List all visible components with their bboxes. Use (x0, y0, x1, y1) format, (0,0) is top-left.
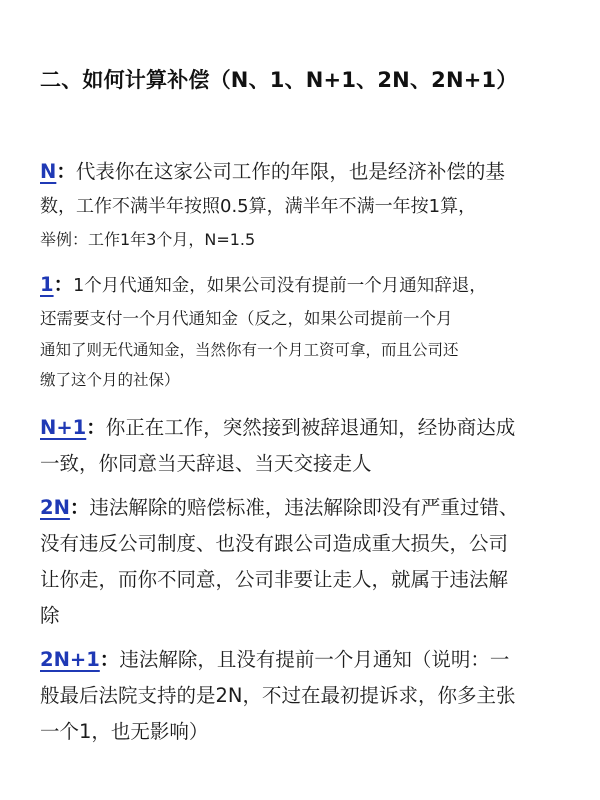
entry-1-line-3: 通知了则无代通知金，当然你有一个月工资可拿，而且公司还 (40, 341, 459, 359)
section-title: 二、如何计算补偿（N、1、N+1、2N、2N+1） (40, 68, 518, 92)
entry-1-line-1: 1：1个月代通知金，如果公司没有提前一个月通知辞退， (40, 273, 487, 296)
entry-2n (40, 490, 568, 634)
entry-n-line-1: N：代表你在这家公司工作的年限，也是经济补偿的基 (40, 160, 505, 183)
entry-2n-plus-1-line-3: 一个1，也无影响） (40, 720, 209, 743)
entry-2n-plus-1-line-2: 般最后法院支持的是2N，不过在最初提诉求，你多主张 (40, 684, 516, 707)
entry-n-line-2: 数，工作不满半年按照0.5算，满半年不满一年按1算， (40, 196, 477, 217)
entry-1 (40, 268, 568, 395)
entry-n-plus-1-line-2: 一致，你同意当天辞退、当天交接走人 (40, 452, 372, 475)
entry-n-plus-1-line-1: N+1：你正在工作，突然接到被辞退通知，经协商达成 (40, 416, 516, 439)
entry-2n-plus-1-line-1: 2N+1：违法解除，且没有提前一个月通知（说明：一 (40, 648, 510, 671)
entry-2n-plus-1 (40, 642, 568, 750)
entry-n-line-3: 举例：工作1年3个月，N=1.5 (40, 230, 256, 249)
entry-n-plus-1 (40, 410, 568, 482)
entry-1-term: 1 (40, 273, 54, 296)
entry-2n-line-4: 除 (40, 604, 60, 627)
entry-n-term: N (40, 160, 57, 183)
entry-1-line-2: 还需要支付一个月代通知金（反之，如果公司提前一个月 (40, 309, 453, 328)
entry-2n-term: 2N (40, 496, 70, 519)
entry-2n-line-2: 没有违反公司制度、也没有跟公司造成重大损失，公司 (40, 532, 509, 555)
entry-1-line-4: 缴了这个月的社保） (40, 371, 180, 389)
entry-2n-line-3: 让你走，而你不同意，公司非要让走人，就属于违法解 (40, 568, 509, 591)
entry-n (40, 154, 568, 256)
entry-n-plus-1-term: N+1 (40, 416, 87, 439)
entry-2n-plus-1-term: 2N+1 (40, 648, 100, 671)
entry-2n-line-1: 2N：违法解除的赔偿标准，违法解除即没有严重过错、 (40, 496, 519, 519)
